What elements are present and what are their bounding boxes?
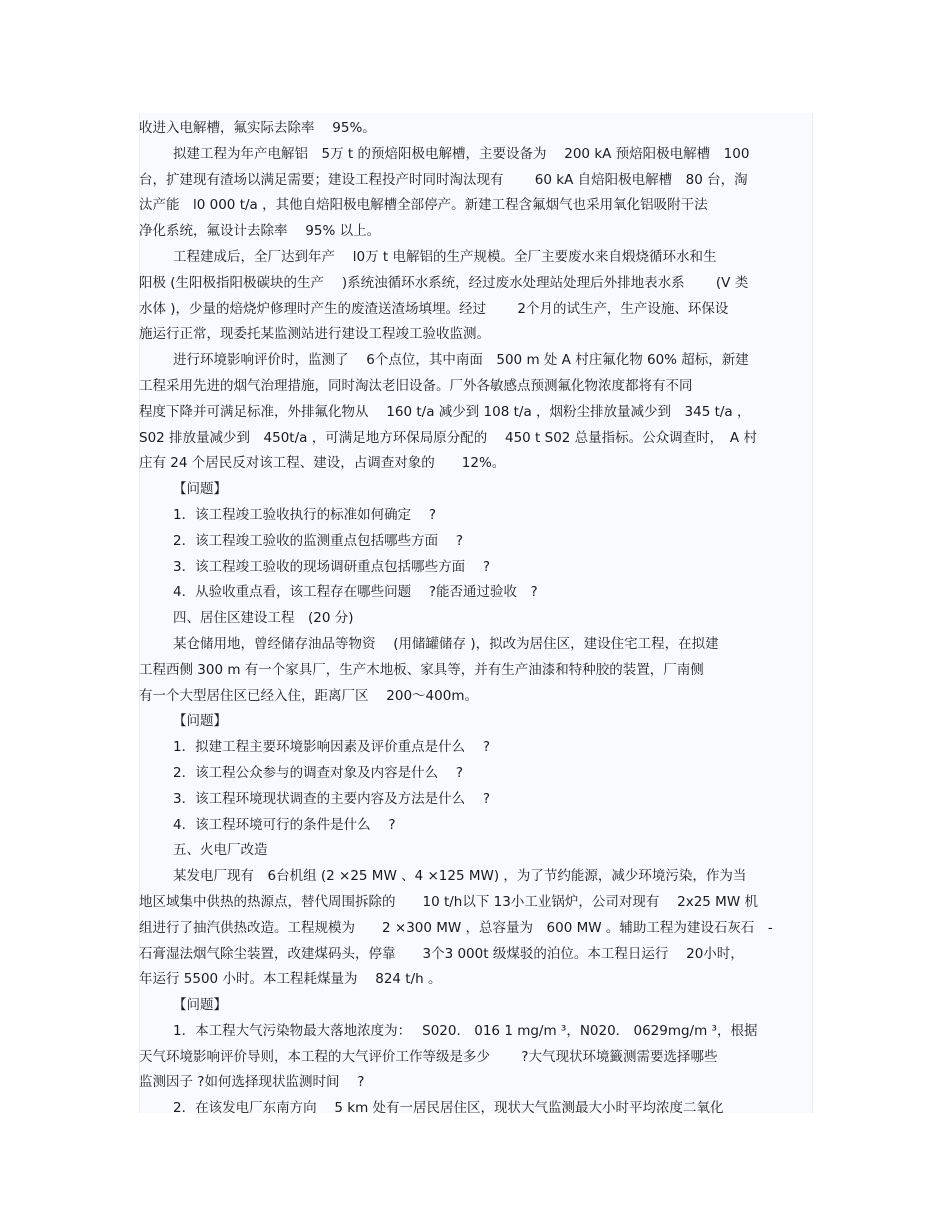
text-line: 四、居住区建设工程 (20 分) [173, 610, 354, 627]
text-line: 拟建工程为年产电解铝 5万 t 的预焙阳极电解槽，主要设备为 200 kA 预焙阳极电解槽 100 [173, 145, 750, 162]
text-line: 3．该工程竣工验收的现场调研重点包括哪些方面 ? [173, 558, 491, 575]
text-line: 有一个大型居住区已经入住，距离厂区 200～400m。 [139, 687, 478, 704]
text-line: 工程建成后，全厂达到年产 l0万 t 电解铝的生产规模。全厂主要废水来自煅烧循环水和生 [173, 248, 717, 265]
text-line: 进行环境影响评价时，监测了 6个点位，其中南面 500 m 处 A 村庄氟化物 60% 超标，新建 [173, 352, 749, 369]
text-line: 天气环境影响评价导则，本工程的大气评价工作等级是多少 ?大气现状环境籤测需要选择哪些 [139, 1048, 718, 1065]
text-line: 1．拟建工程主要环境影响因素及评价重点是什么 ? [173, 739, 491, 756]
text-line: 4．该工程环境可行的条件是什么 ? [173, 816, 396, 833]
text-line: 1．本工程大气污染物最大落地浓度为： S020． 016 1 mg/m ³，N020． 0629mg/m ³，根据 [173, 1022, 758, 1039]
text-line: 监测因子 ?如何选择现状监测时间 ? [139, 1074, 365, 1091]
text-line: 收进入电解槽，氟实际去除率 95%。 [139, 120, 376, 136]
text-line: 2．该工程公众参与的调查对象及内容是什么 ? [173, 764, 464, 781]
text-line: 【问题】 [173, 997, 227, 1014]
text-line: 汰产能 l0 000 t/a ，其他自焙阳极电解槽全部停产。新建工程含氟烟气也采用氧化铝吸附干法 [139, 197, 708, 214]
text-line: S02 排放量减少到 450t/a ，可满足地方环保局原分配的 450 t S02 总量指标。公众调查时， A 村 [139, 429, 757, 446]
text-line: 施运行正常，现委托某监测站进行建设工程竣工验收监测。 [139, 326, 490, 343]
text-line: 【问题】 [173, 713, 227, 730]
text-line: 工程西侧 300 m 有一个家具厂，生产木地板、家具等，并有生产油漆和特种胶的装置，厂南侧 [139, 661, 704, 678]
text-line: 组进行了抽汽供热改造。工程规模为 2 ×300 MW ，总容量为 600 MW 。辅助工程为建设石灰石 - [139, 919, 773, 936]
text-line: 某仓储用地，曾经储存油品等物资 (用储罐储存 )，拟改为居住区，建设住宅工程，在拟建 [173, 635, 719, 652]
text-line: 五、火电厂改造 [173, 842, 268, 859]
text-line: 【问题】 [173, 481, 227, 498]
text-line: 程度下降并可满足标准，外排氟化物从 160 t/a 减少到 108 t/a ，烟粉尘排放量减少到 345 t/a ， [139, 403, 751, 420]
text-line: 1．该工程竣工验收执行的标准如何确定 ? [173, 506, 437, 523]
document-body [139, 116, 811, 1122]
text-line: 4．从验收重点看，该工程存在哪些问题 ?能否通过验收 ? [173, 584, 538, 601]
text-line: 地区域集中供热的热源点，替代周围拆除的 10 t/h以下 13小工业锅炉，公司对现有 2x25 MW 机 [139, 893, 758, 910]
text-line: 年运行 5500 小时。本工程耗煤量为 824 t/h 。 [139, 971, 442, 988]
text-line: 3．该工程环境现状调查的主要内容及方法是什么 ? [173, 790, 491, 807]
text-line: 石膏湿法烟气除尘装置，改建煤码头，停靠 3个3 000t 级煤驳的泊位。本工程日运行 20小时， [139, 945, 744, 962]
text-line: 2．在该发电厂东南方向 5 km 处有一居民居住区，现状大气监测最大小时平均浓度二氧化 [173, 1100, 724, 1117]
text-line: 水体 )，少量的焙烧炉修理时产生的废渣送渣场填埋。经过 2个月的试生产，生产设施、环保设 [139, 300, 729, 317]
text-line: 某发电厂现有 6台机组 (2 ×25 MW 、4 ×125 MW) ，为了节约能源，减少环境污染，作为当 [173, 868, 747, 885]
text-line: 2．该工程竣工验收的监测重点包括哪些方面 ? [173, 532, 464, 549]
text-line: 工程采用先进的烟气治理措施，同时淘汰老旧设备。厂外各敏感点预测氟化物浓度都将有不同 [139, 377, 693, 394]
text-line: 庄有 24 个居民反对该工程、建设，占调查对象的 12%。 [139, 455, 506, 472]
text-line: 阳极 (生阳极指阳极碳块的生产 )系统浊循环水系统，经过废水处理站处理后外排地表水系 (V 类 [139, 274, 749, 291]
text-line: 台，扩建现有渣场以满足需要；建设工程投产时同时淘汰现有 60 kA 自焙阳极电解槽 80 台，淘 [139, 171, 748, 188]
text-line: 净化系统，氟设计去除率 95% 以上。 [139, 223, 381, 240]
